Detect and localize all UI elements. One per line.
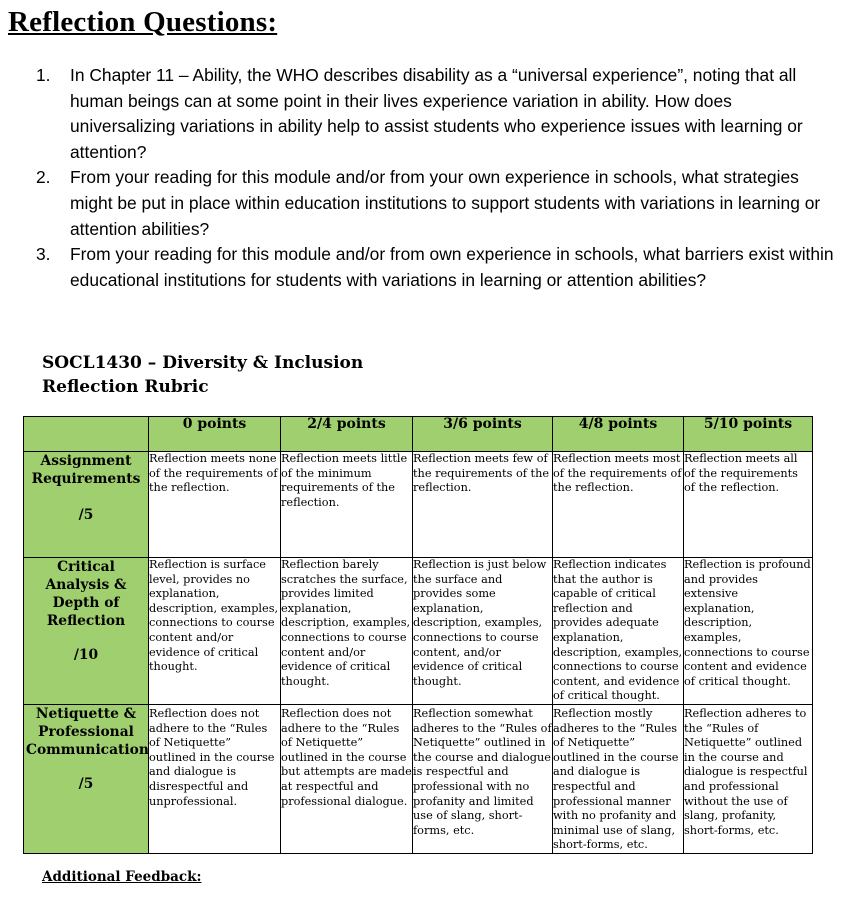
question-item [36,242,836,293]
cell-text: Reflection mostly adheres to the “Rules of Netiquette” outlined in the course and dialogue is respectful and professional manner with no profanity and minimal use of slang, short-forms, etc. [553,706,679,852]
header-cell-0-points: 0 points [149,417,281,452]
cell-text: Reflection is profound and provides extensive explanation, description, examples, connections to course content and evidence of critical thought. [684,558,811,688]
cell-text: Reflection is just below the surface and provides some explanation, description, examples, connections to course content, and/or evidence of critical thought. [413,558,547,688]
cell-text: Reflection is surface level, provides no explanation, description, examples, connections to course content and/or evidence of critical thought. [149,558,279,674]
question-list [36,63,836,293]
rubric-cell [281,452,413,558]
cell-text: Reflection indicates that the author is capable of critical reflection and provides adequate explanation, description, examples, connections to course content, and evidence of critical thought. [553,558,683,703]
rubric-cell [684,452,813,558]
cell-text: Reflection barely scratches the surface, provides limited explanation, description, examples, connections to course content and/or evidence of critical thought. [281,558,411,688]
header-cell-5-10-points: 5/10 points [684,417,813,452]
question-number: 2. [36,167,51,188]
rubric-header-row [24,417,813,452]
cell-text: Reflection does not adhere to the “Rules of Netiquette” outlined in the course and dialogue is disrespectful and unprofessional. [149,706,275,808]
question-number: 3. [36,244,51,265]
criterion-name: Netiquette & Professional Communication [26,705,149,758]
header-cell-empty [24,417,149,452]
course-title: SOCL1430 – Diversity & Inclusion [42,353,364,373]
criterion-points: /5 [78,775,94,792]
criterion-name: Critical Analysis & Depth of Reflection [45,559,127,629]
page-title: Reflection Questions: [8,6,278,38]
rubric-cell [413,704,553,853]
question-text: From your reading for this module and/or from your own experience in schools, what strategies might be put in place within education institutions to support students with variations in learning or attention abilities? [70,167,821,239]
question-text: From your reading for this module and/or from own experience in schools, what barriers exist within educational institutions for students with variations in learning or attention abilities? [70,244,834,290]
rubric-cell [281,558,413,705]
cell-text: Reflection meets most of the requirements of the reflection. [553,452,682,495]
cell-text: Reflection meets little of the minimum requirements of the reflection. [281,452,408,509]
cell-text: Reflection does not adhere to the “Rules of Netiquette” outlined in the course but attempts are made at respectful and professional dialogue. [281,706,412,808]
rubric-row-assignment [24,452,813,558]
question-text: In Chapter 11 – Ability, the WHO describes disability as a “universal experience”, noting that all human beings can at some point in their lives experience variation in ability. How does universalizing variations in ability help to assist students who experience issues with learning or attention? [70,65,803,162]
rubric-cell [413,452,553,558]
rubric-cell [684,704,813,853]
header-cell-2-4-points: 2/4 points [281,417,413,452]
cell-text: Reflection meets all of the requirements of the reflection. [684,452,798,495]
rubric-heading [42,351,363,399]
rubric-cell [281,704,413,853]
criterion-points: /10 [73,647,99,663]
question-item [36,165,836,242]
rubric-cell [149,558,281,705]
rubric-cell [553,452,684,558]
rubric-cell [553,704,684,853]
rubric-cell [149,452,281,558]
cell-text: Reflection meets none of the requirements of the reflection. [149,452,278,495]
rubric-cell [149,704,281,853]
criterion-cell [24,558,149,705]
rubric-cell [684,558,813,705]
criterion-points: /5 [78,507,94,523]
rubric-row-netiquette [24,704,813,853]
rubric-cell [553,558,684,705]
cell-text: Reflection meets few of the requirements of the reflection. [413,452,550,495]
question-item [36,63,836,165]
header-cell-3-6-points: 3/6 points [413,417,553,452]
question-number: 1. [36,65,51,85]
additional-feedback-label: Additional Feedback: [42,869,202,885]
rubric-table [23,416,813,854]
cell-text: Reflection adheres to the “Rules of Netiquette” outlined in the course and dialogue is respectful and professional without the use of slang, profanity, short-forms, etc. [684,706,808,837]
criterion-cell [24,704,149,853]
header-cell-4-8-points: 4/8 points [553,417,684,452]
rubric-cell [413,558,553,705]
rubric-row-critical-analysis [24,558,813,705]
rubric-subtitle: Reflection Rubric [42,377,209,397]
criterion-name: Assignment Requirements [31,453,141,487]
cell-text: Reflection somewhat adheres to the “Rules of Netiquette” outlined in the course and dialogue is respectful and professional with no profanity and limited use of slang, short-forms, etc. [413,706,552,837]
criterion-cell [24,452,149,558]
